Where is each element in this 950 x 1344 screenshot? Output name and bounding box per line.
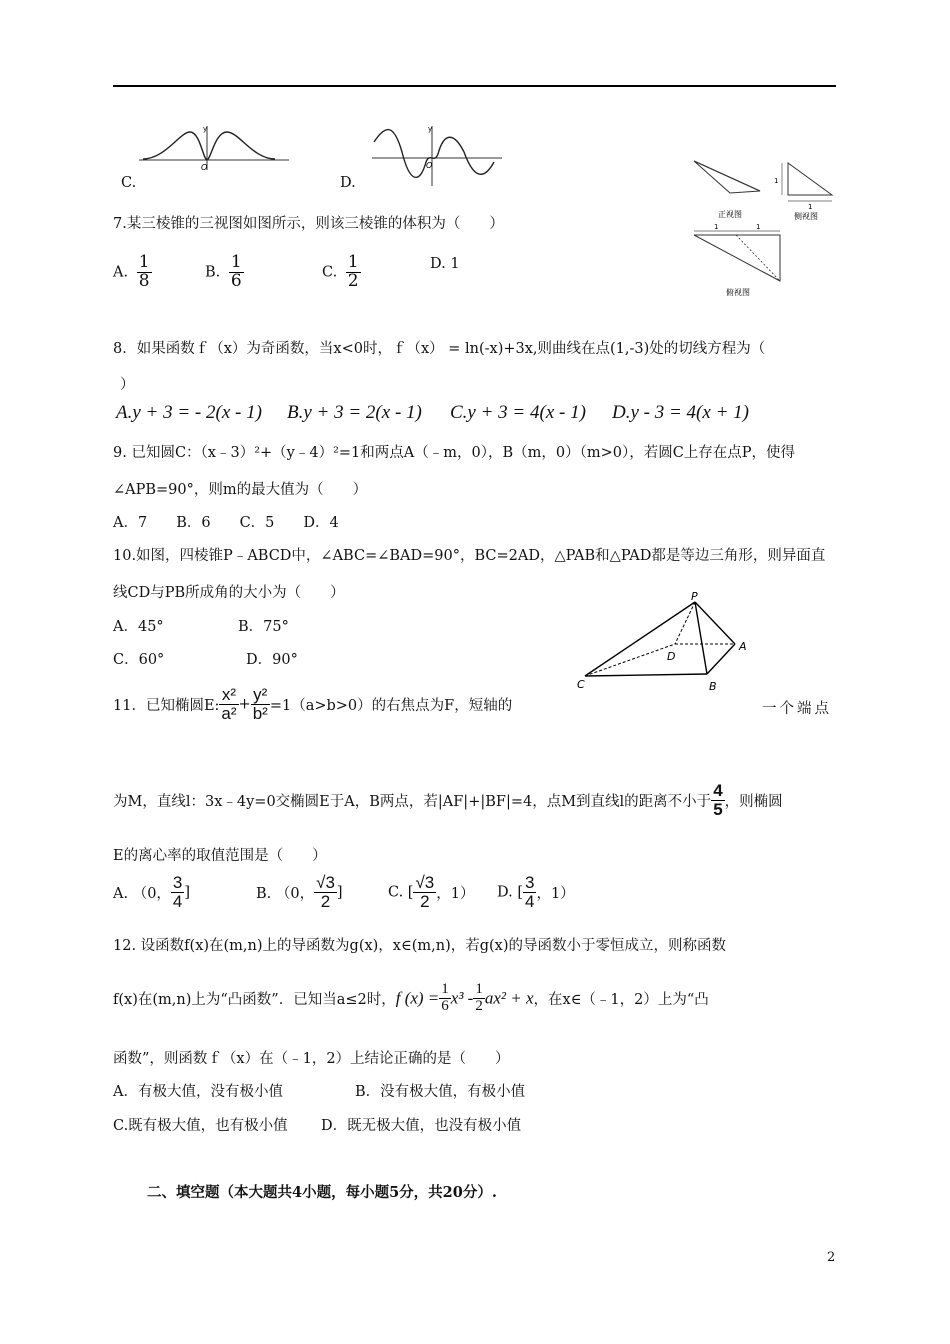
svg-text:y: y <box>203 125 208 133</box>
option-d-label: D. <box>340 175 356 191</box>
q10-stem-line2: 线CD与PB所成角的大小为（ ） <box>113 585 345 601</box>
q9-stem: 9. 已知圆C：（x﹣3）²+（y﹣4）²=1和两点A（﹣m，0），B（m，0）（m>0），若圆C上存在点P，使得 <box>113 445 796 461</box>
svg-text:1: 1 <box>756 223 761 231</box>
option-d-graph <box>368 122 508 190</box>
pyramid-figure <box>575 588 760 698</box>
svg-text:O: O <box>426 161 433 170</box>
q8-option-c: C.y + 3 = 4(x - 1) <box>450 402 586 423</box>
q7-stem: 7.某三棱锥的三视图如图所示，则该三棱锥的体积为（ ） <box>113 216 504 232</box>
svg-text:y: y <box>428 125 433 133</box>
q10-option-b: B．75° <box>238 619 289 635</box>
section-2-heading: 二、填空题（本大题共4小题，每小题5分，共20分）. <box>147 1184 497 1201</box>
q8-option-d: D.y - 3 = 4(x + 1) <box>612 402 749 423</box>
q8-option-a: A.y + 3 = - 2(x - 1) <box>116 402 262 423</box>
q12-stem: 12. 设函数f(x)在(m,n)上的导函数为g(x)，x∈(m,n)，若g(x)的导函数小于零恒成立，则称函数 <box>113 938 727 954</box>
vertex-d-label: D <box>667 650 676 663</box>
q7-option-c: C. $\frac{1}{2}$ <box>322 252 359 291</box>
q11-stem-right: 一个端点 <box>762 701 832 717</box>
q7-option-d: D. 1 <box>430 256 460 272</box>
header-rule <box>113 85 836 87</box>
q9-options: A．7 B．6 C．5 D．4 <box>113 515 339 531</box>
q10-option-d: D．90° <box>246 652 298 668</box>
q8-stem-end: ） <box>120 377 135 393</box>
q12-option-a: A．有极大值，没有极小值 <box>113 1084 283 1100</box>
front-view-label: 正视图 <box>718 210 742 219</box>
q11-stem: 11．已知椭圆E: $\frac{\text{x²}}{\text{a²}}$ + $\frac{\text{y²}}{\text{b²}}$ =1（a>b>0）的右焦点为F，短轴的 <box>113 685 513 723</box>
svg-text:1: 1 <box>808 203 813 211</box>
q12-stem-line2: f(x)在(m,n)上为“凸函数”．已知当a≤2时，f (x) = $\frac{1}{6}$ x³ - $\frac{1}{2}$ ax² + x，在x∈（﹣1，2）上为“凸 <box>113 981 709 1014</box>
svg-text:1: 1 <box>714 223 719 231</box>
q9-stem-line2: ∠APB=90°，则m的最大值为（ ） <box>113 482 368 498</box>
q11-stem-line2: 为M，直线l：3x﹣4y=0交椭圆E于A，B两点，若|AF|+|BF|=4，点M到直线l的距离不小于 $\frac{4}{5}$ ，则椭圆 <box>113 781 783 819</box>
vertex-a-label: A <box>739 640 747 653</box>
q11-option-c: C. [ $\frac{√3}{2}$ ，1） <box>388 873 475 911</box>
vertex-p-label: P <box>691 590 698 603</box>
q10-option-a: A．45° <box>113 619 164 635</box>
svg-text:1: 1 <box>774 177 779 185</box>
q12-option-c: C.既有极大值，也有极小值 <box>113 1118 288 1134</box>
vertex-b-label: B <box>709 680 717 693</box>
three-view-figure <box>690 155 840 300</box>
q10-option-c: C．60° <box>113 652 165 668</box>
q8-stem: 8．如果函数ｆ（x）为奇函数，当x<0时，ｆ（x） = ln(-x)+3x,则曲线在点(1,-3)处的切线方程为（ <box>113 341 766 357</box>
q12-option-b: B．没有极大值，有极小值 <box>355 1084 526 1100</box>
q12-stem-line3: 函数”，则函数ｆ（x）在（﹣1，2）上结论正确的是（ ） <box>113 1051 510 1067</box>
top-view-label: 俯视图 <box>726 288 750 297</box>
side-view-label: 侧视图 <box>794 212 818 221</box>
q12-option-d: D．既无极大值，也没有极小值 <box>321 1118 522 1134</box>
q11-option-a: A. （0， $\frac{3}{4}$ ] <box>113 873 191 911</box>
q11-option-b: B. （0， $\frac{√3}{2}$ ] <box>256 873 343 911</box>
vertex-c-label: C <box>577 678 585 691</box>
q8-option-b: B.y + 3 = 2(x - 1) <box>287 402 422 423</box>
page-number: 2 <box>827 1250 836 1265</box>
option-c-graph <box>135 122 295 172</box>
q7-option-a: A. $\frac{1}{8}$ <box>113 252 150 291</box>
q11-option-d: D. [ $\frac{3}{4}$ ，1） <box>497 873 575 911</box>
q10-stem: 10.如图，四棱锥P﹣ABCD中，∠ABC=∠BAD=90°，BC=2AD，△PAB和△PAD都是等边三角形，则异面直 <box>113 548 826 564</box>
q7-option-b: B. $\frac{1}{6}$ <box>205 252 242 291</box>
q11-stem-line3: E的离心率的取值范围是（ ） <box>113 848 327 864</box>
option-c-label: C. <box>121 175 137 191</box>
svg-text:O: O <box>201 163 208 172</box>
